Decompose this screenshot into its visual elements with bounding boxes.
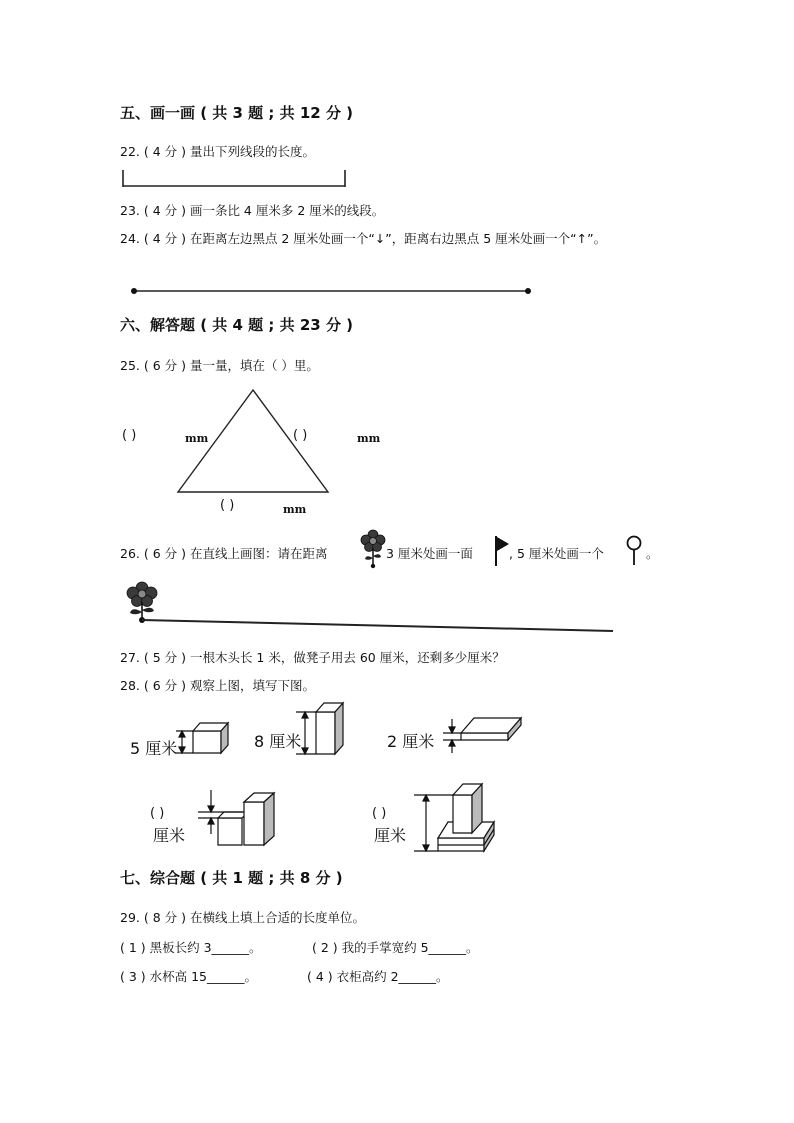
right-side-unit: mm xyxy=(357,432,381,445)
question-22: 22. ( 4 分 ) 量出下列线段的长度。 xyxy=(120,144,315,159)
left-side-blank: ( ) xyxy=(122,428,137,443)
q26-line-figure xyxy=(118,578,618,638)
pin-icon xyxy=(624,534,646,568)
question-29-item-4: ( 4 ) 衣柜高约 2______。 xyxy=(307,969,449,984)
question-26-part2: 3 厘米处画一面 xyxy=(386,546,473,561)
figure-a-label: 5 厘米 xyxy=(130,739,178,758)
question-25: 25. ( 6 分 ) 量一量，填在（ ）里。 xyxy=(120,358,319,373)
figure-c-label: 2 厘米 xyxy=(387,732,435,751)
right-dot xyxy=(525,288,531,294)
flower-icon xyxy=(360,530,386,568)
question-29: 29. ( 8 分 ) 在横线上填上合适的长度单位。 xyxy=(120,910,365,925)
left-dot xyxy=(131,288,137,294)
figure-c-plate xyxy=(443,718,521,753)
right-side-blank: ( ) xyxy=(293,428,308,443)
question-29-item-3: ( 3 ) 水杯高 15______。 xyxy=(120,969,258,984)
question-26-part3: , 5 厘米处画一个 xyxy=(509,546,604,561)
section-title-comprehensive: 七、综合题 ( 共 1 题 ; 共 8 分 ) xyxy=(120,869,343,887)
q22-segment xyxy=(123,170,345,187)
section-title-draw: 五、画一画 ( 共 3 题 ; 共 12 分 ) xyxy=(120,104,354,122)
figure-e-unit: 厘米 xyxy=(374,826,407,845)
q24-line xyxy=(131,288,531,294)
question-24: 24. ( 4 分 ) 在距离左边黑点 2 厘米处画一个“↓”，距离右边黑点 5 厘米处画一个“↑”。 xyxy=(120,231,607,246)
figure-a-cube xyxy=(176,723,228,753)
bottom-side-unit: mm xyxy=(283,503,307,516)
figure-d-boxes xyxy=(198,790,274,845)
section-title-solve: 六、解答题 ( 共 4 题 ; 共 23 分 ) xyxy=(120,316,354,334)
question-26-part1: 26. ( 6 分 ) 在直线上画图：请在距离 xyxy=(120,546,328,561)
figure-d-blank: ( ) xyxy=(150,806,165,821)
figure-e-stack xyxy=(414,784,494,851)
figure-e-blank: ( ) xyxy=(372,806,387,821)
question-29-item-2: ( 2 ) 我的手掌宽约 5______。 xyxy=(312,940,479,955)
question-28: 28. ( 6 分 ) 观察上图，填写下图。 xyxy=(120,678,315,693)
question-27: 27. ( 5 分 ) 一根木头长 1 米，做凳子用去 60 厘米，还剩多少厘米？ xyxy=(120,650,505,665)
question-29-item-1: ( 1 ) 黑板长约 3______。 xyxy=(120,940,262,955)
figure-d-unit: 厘米 xyxy=(153,826,186,845)
figure-b-box xyxy=(296,703,343,754)
question-23: 23. ( 4 分 ) 画一条比 4 厘米多 2 厘米的线段。 xyxy=(120,203,385,218)
bottom-side-blank: ( ) xyxy=(220,498,235,513)
question-26-end: 。 xyxy=(646,546,659,561)
left-side-unit: mm xyxy=(185,432,209,445)
figure-b-label: 8 厘米 xyxy=(254,732,302,751)
